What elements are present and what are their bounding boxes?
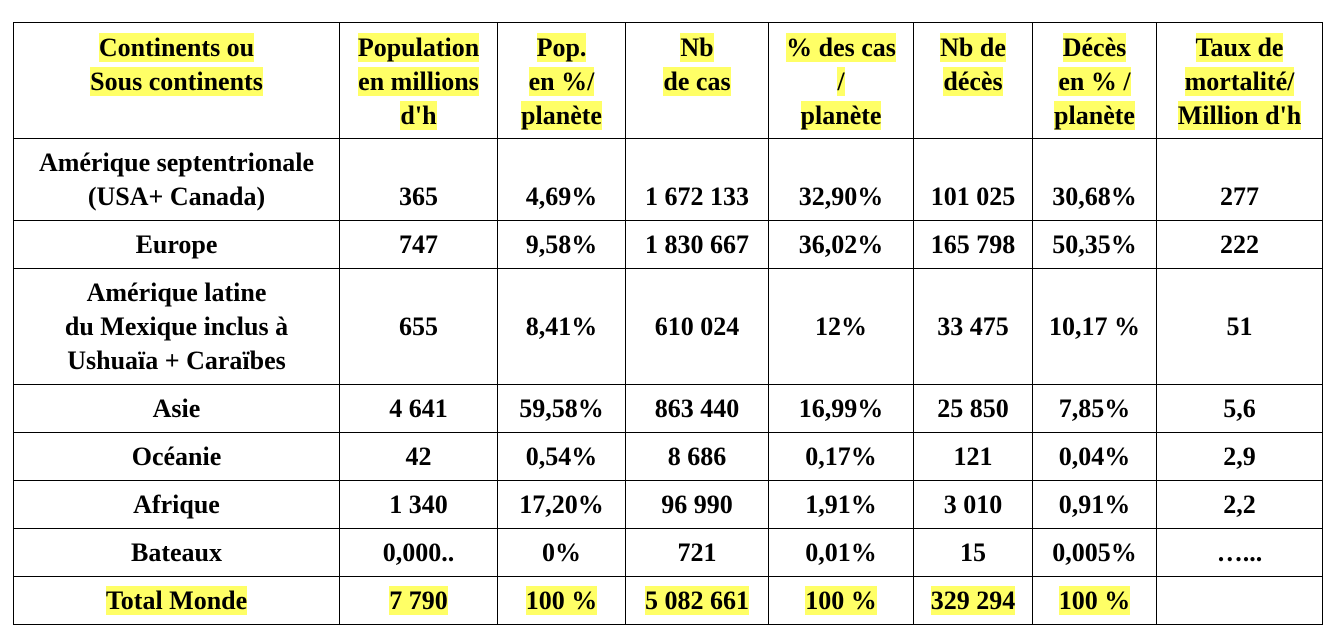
cell-pop-pct: 0%: [498, 529, 626, 577]
cell-deaths: 25 850: [914, 385, 1033, 433]
table-row-north-america: [14, 139, 1323, 221]
total-label: Total Monde: [14, 577, 340, 625]
table-row-latin-america: [14, 269, 1323, 385]
row-label: Amérique latine du Mexique inclus à Ushuaïa + Caraïbes: [14, 269, 340, 385]
cell-population: 1 340: [340, 481, 498, 529]
cell-deaths: 15: [914, 529, 1033, 577]
cell-deaths-pct: 10,17 %: [1033, 269, 1157, 385]
row-label: Asie: [14, 385, 340, 433]
total-cases-pct: 100 %: [769, 577, 914, 625]
table-row-boats: [14, 529, 1323, 577]
header-mortality: Taux de mortalité/ Million d'h: [1157, 23, 1323, 139]
cell-deaths-pct: 0,005%: [1033, 529, 1157, 577]
total-deaths-pct: 100 %: [1033, 577, 1157, 625]
cell-population: 747: [340, 221, 498, 269]
total-population: 7 790: [340, 577, 498, 625]
cell-cases-pct: 36,02%: [769, 221, 914, 269]
header-deaths: Nb de décès: [914, 23, 1033, 139]
cell-mortality: 222: [1157, 221, 1323, 269]
header-population: Population en millions d'h: [340, 23, 498, 139]
covid-stats-table: [13, 22, 1323, 625]
row-label: Afrique: [14, 481, 340, 529]
header-cases: Nb de cas: [626, 23, 769, 139]
table-row-oceania: [14, 433, 1323, 481]
header-pop-pct: Pop. en %/ planète: [498, 23, 626, 139]
cell-cases-pct: 16,99%: [769, 385, 914, 433]
cell-population: 4 641: [340, 385, 498, 433]
cell-mortality: 277: [1157, 139, 1323, 221]
cell-population: 42: [340, 433, 498, 481]
total-pop-pct: 100 %: [498, 577, 626, 625]
cell-deaths-pct: 7,85%: [1033, 385, 1157, 433]
cell-cases-pct: 0,17%: [769, 433, 914, 481]
header-row: [14, 23, 1323, 139]
cell-deaths-pct: 0,91%: [1033, 481, 1157, 529]
table-row-total: [14, 577, 1323, 625]
cell-cases-pct: 1,91%: [769, 481, 914, 529]
total-mortality: [1157, 577, 1323, 625]
cell-cases-pct: 12%: [769, 269, 914, 385]
cell-cases-pct: 32,90%: [769, 139, 914, 221]
table-row-asia: [14, 385, 1323, 433]
cell-pop-pct: 9,58%: [498, 221, 626, 269]
cell-cases: 96 990: [626, 481, 769, 529]
cell-deaths: 3 010: [914, 481, 1033, 529]
cell-cases: 721: [626, 529, 769, 577]
total-cases: 5 082 661: [626, 577, 769, 625]
cell-deaths-pct: 30,68%: [1033, 139, 1157, 221]
cell-deaths: 33 475: [914, 269, 1033, 385]
cell-population: 365: [340, 139, 498, 221]
cell-mortality: 51: [1157, 269, 1323, 385]
cell-population: 0,000..: [340, 529, 498, 577]
cell-pop-pct: 17,20%: [498, 481, 626, 529]
cell-deaths-pct: 50,35%: [1033, 221, 1157, 269]
cell-mortality: 2,9: [1157, 433, 1323, 481]
cell-pop-pct: 0,54%: [498, 433, 626, 481]
cell-mortality: 2,2: [1157, 481, 1323, 529]
table-row-europe: [14, 221, 1323, 269]
row-label: Europe: [14, 221, 340, 269]
cell-pop-pct: 4,69%: [498, 139, 626, 221]
header-deaths-pct: Décès en % / planète: [1033, 23, 1157, 139]
header-continent: Continents ou Sous continents: [14, 23, 340, 139]
cell-cases: 8 686: [626, 433, 769, 481]
cell-cases-pct: 0,01%: [769, 529, 914, 577]
cell-deaths: 121: [914, 433, 1033, 481]
cell-population: 655: [340, 269, 498, 385]
cell-cases: 1 672 133: [626, 139, 769, 221]
cell-cases: 1 830 667: [626, 221, 769, 269]
total-deaths: 329 294: [914, 577, 1033, 625]
cell-deaths: 165 798: [914, 221, 1033, 269]
header-cases-pct: % des cas / planète: [769, 23, 914, 139]
cell-pop-pct: 59,58%: [498, 385, 626, 433]
table-row-africa: [14, 481, 1323, 529]
row-label: Amérique septentrionale (USA+ Canada): [14, 139, 340, 221]
cell-mortality: 5,6: [1157, 385, 1323, 433]
cell-pop-pct: 8,41%: [498, 269, 626, 385]
row-label: Bateaux: [14, 529, 340, 577]
cell-deaths: 101 025: [914, 139, 1033, 221]
row-label: Océanie: [14, 433, 340, 481]
cell-mortality: …...: [1157, 529, 1323, 577]
cell-cases: 863 440: [626, 385, 769, 433]
cell-deaths-pct: 0,04%: [1033, 433, 1157, 481]
cell-cases: 610 024: [626, 269, 769, 385]
